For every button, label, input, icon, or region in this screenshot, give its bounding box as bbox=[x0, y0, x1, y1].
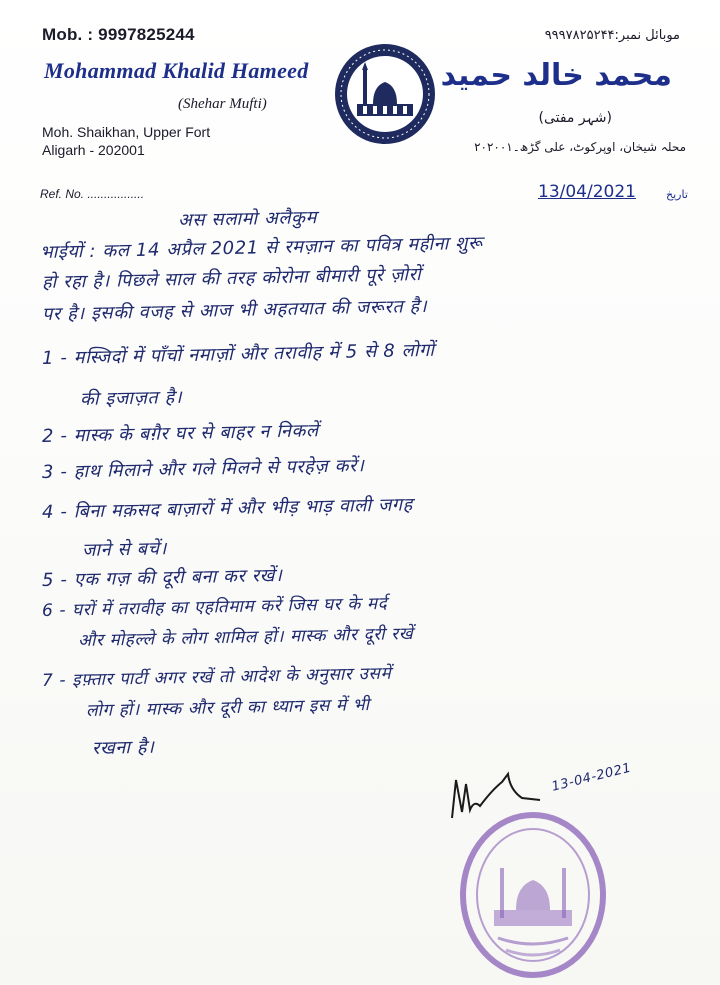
body-line: 6 - घरों में तरावीह का एहतिमाम करें जिस घर के मर्द bbox=[41, 593, 388, 621]
mosque-logo bbox=[333, 42, 437, 146]
body-line: जाने से बचें। bbox=[81, 538, 168, 561]
body-line: लोग हों। मास्क और दूरी का ध्यान इस में भी bbox=[85, 695, 370, 721]
letter-date: 13/04/2021 bbox=[538, 182, 636, 202]
body-line: 7 - इफ़्तार पार्टी अगर रखें तो आदेश के अनुसार उसमें bbox=[41, 663, 392, 691]
body-line: रखना है। bbox=[91, 736, 155, 759]
body-line: 4 - बिना मक़सद बाज़ारों में और भीड़ भाड़ वाली जगह bbox=[41, 494, 414, 523]
author-name-ur: محمد خالد حمید bbox=[440, 58, 672, 93]
author-title-ur: (شہر مفتی) bbox=[538, 110, 612, 126]
body-line: हो रहा है। पिछले साल की तरह कोरोना बीमारी पूरे ज़ोरों bbox=[41, 264, 422, 293]
greeting: अस सलामो अलैकुम bbox=[177, 207, 318, 231]
author-title-en: (Shehar Mufti) bbox=[178, 96, 267, 112]
body-line: की इजाज़त है। bbox=[79, 386, 183, 410]
body-line: 5 - एक गज़ की दूरी बना कर रखें। bbox=[41, 564, 283, 591]
body-line: 3 - हाथ मिलाने और गले मिलने से परहेज़ करें। bbox=[41, 455, 365, 483]
body-line: 2 - मास्क के बग़ैर घर से बाहर न निकलें bbox=[41, 420, 319, 447]
address-line-1: Moh. Shaikhan, Upper Fort bbox=[42, 124, 211, 140]
body-line: भाईयों : कल 14 अप्रैल 2021 से रमज़ान का पवित्र महीना शुरू bbox=[39, 232, 483, 263]
address-line-2: Aligarh - 202001 bbox=[42, 142, 145, 158]
body-line: 1 - मस्जिदों में पाँचों नमाज़ों और तरावीह में 5 से 8 लोगों bbox=[41, 339, 435, 369]
address-ur: محلہ شیخان، اوپرکوٹ، علی گڑھ۔۲۰۲۰۰۱ bbox=[474, 140, 686, 154]
body-line: पर है। इसकी वजह से आज भी अहतयात की जरूरत है। bbox=[41, 295, 428, 325]
body-line: और मोहल्ले के लोग शामिल हों। मास्क और दूरी रखें bbox=[77, 623, 414, 651]
signature-date: 13-04-2021 bbox=[550, 760, 633, 795]
author-name-en: Mohammad Khalid Hameed bbox=[44, 58, 309, 83]
mobile-number-en: Mob. : 9997825244 bbox=[42, 25, 195, 44]
reference-number: Ref. No. ................. bbox=[40, 187, 145, 201]
date-label-ur: تاریخ bbox=[666, 188, 688, 201]
official-stamp bbox=[458, 810, 608, 980]
mobile-number-ur: موبائل نمبر:۹۹۹۷۸۲۵۲۴۴ bbox=[544, 28, 680, 43]
